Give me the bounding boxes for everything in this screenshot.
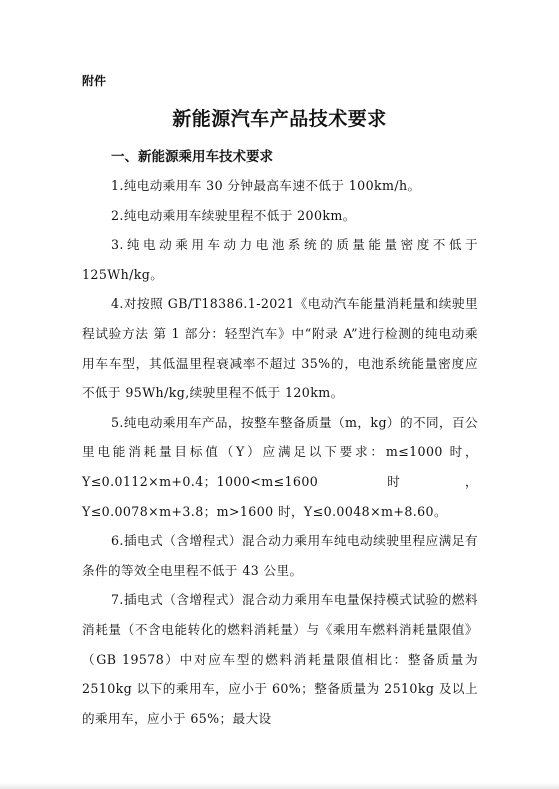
paragraph-6: 6.插电式（含增程式）混合动力乘用车纯电动续驶里程应满足有条件的等效全电里程不低于 43 公里。 bbox=[82, 533, 478, 578]
section-heading: 一、新能源乘用车技术要求 bbox=[111, 149, 273, 165]
document-body bbox=[82, 171, 478, 733]
page-bottom-edge bbox=[0, 783, 559, 789]
document-title: 新能源汽车产品技术要求 bbox=[172, 108, 387, 130]
paragraph-5: 5.纯电动乘用车产品，按整车整备质量（m，kg）的不同，百公里电能消耗量目标值（Y）应满足以下要求：m≤1000 时，Y≤0.0112×m+0.4；1000<m≤1600 时，Y≤0.0078×m+3.8；m>1600 时，Y≤0.0048×m+8.60。 bbox=[82, 414, 478, 519]
paragraph-3: 3.纯电动乘用车动力电池系统的质量能量密度不低于 125Wh/kg。 bbox=[82, 237, 478, 282]
paragraph-1: 1.纯电动乘用车 30 分钟最高车速不低于 100km/h。 bbox=[111, 178, 421, 193]
attachment-label: 附件 bbox=[82, 74, 107, 88]
paragraph-7: 7.插电式（含增程式）混合动力乘用车电量保持模式试验的燃料消耗量（不含电能转化的燃料消耗量）与《乘用车燃料消耗量限值》（GB 19578）中对应车型的燃料消耗量限值相比：整备质量为 2510kg 以下的乘用车，应小于 60%；整备质量为 2510kg 及以上的乘用车，应小于 65%；最大设 bbox=[82, 592, 478, 726]
paragraph-2: 2.纯电动乘用车续驶里程不低于 200km。 bbox=[111, 207, 356, 223]
paragraph-4: 4.对按照 GB/T18386.1-2021《电动汽车能量消耗量和续驶里程试验方法 第 1 部分：轻型汽车》中“附录 A”进行检测的纯电动乘用车车型，其低温里程衰减率不超过 35%的，电池系统能量密度应不低于 95Wh/kg,续驶里程不低于 120km。 bbox=[82, 296, 478, 401]
